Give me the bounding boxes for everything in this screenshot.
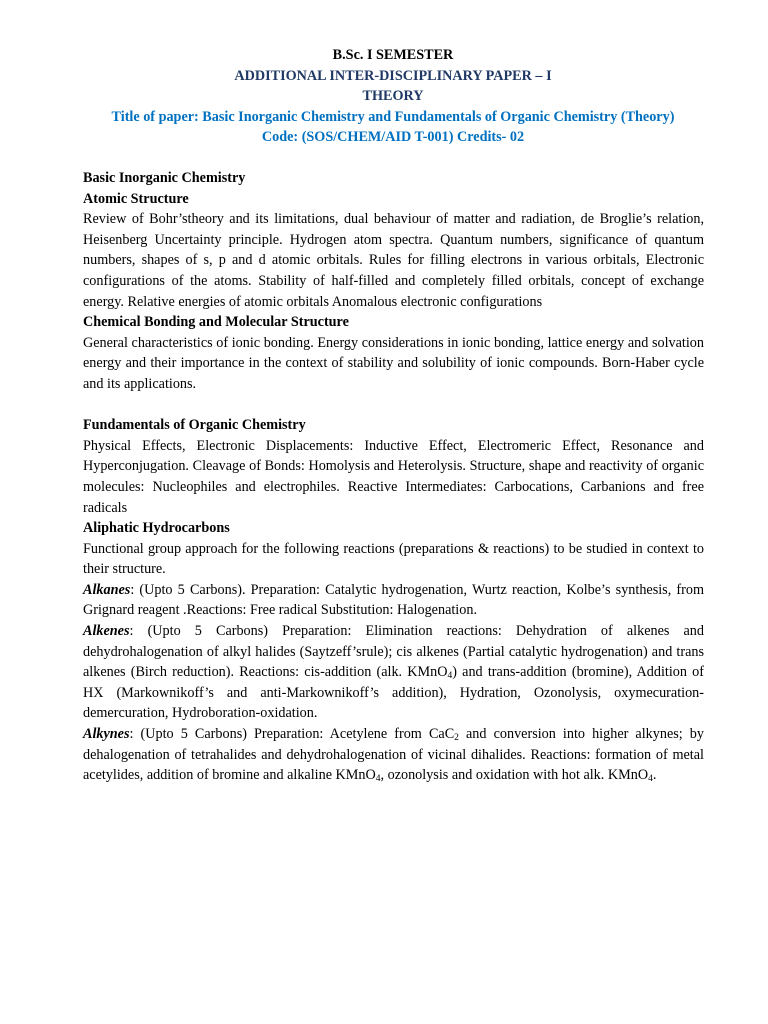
alkynes-text-3: , ozonolysis and oxidation with hot alk. KMnO — [380, 767, 649, 784]
alkenes-text-2: ) and trans-addition (bromine), Addition of HX (Markownikoff’s and anti-Markownikoff’s addition), Hydration, Ozonolysis, oxymecuration-demercuration, Hydroboration-oxidation. — [83, 664, 704, 722]
theory-heading: THEORY — [362, 88, 424, 105]
alkynes-text-2: and conversion into higher alkynes; by dehalogenation of tetrahalides and dehydrohalogenation of vicinal dihalides. Reactions: formation of metal acetylides, addition of bromine and alkaline KMnO — [83, 726, 704, 784]
atomic-structure-heading: Atomic Structure — [83, 190, 189, 207]
alkynes-subscript-1: 2 — [454, 733, 459, 744]
alkynes-text-1: : (Upto 5 Carbons) Preparation: Acetylene from CaC — [129, 726, 455, 743]
syllabus-header — [0, 45, 768, 148]
alkynes-subscript-3: 4 — [648, 774, 653, 785]
paper-title: Title of paper: Basic Inorganic Chemistry and Fundamentals of Organic Chemistry (Theory) — [111, 108, 675, 125]
fundamentals-text: Physical Effects, Electronic Displacements: Inductive Effect, Electromeric Effect, Resonance and Hyperconjugation. Cleavage of Bonds: Homolysis and Heterolysis. Structure, shape and reactivity of organic molecules: Nucleophiles and electrophiles. Reactive Intermediates: Carbocations, Carbanions and free radicals — [83, 437, 704, 516]
alkynes-term: Alkynes — [83, 726, 130, 743]
bonding-text: General characteristics of ionic bonding. Energy considerations in ionic bonding, lattice energy and solvation energy and their importance in the context of stability and solubility of ionic compounds. Born-Haber cycle and its applications. — [83, 334, 704, 392]
alkynes-subscript-2: 4 — [375, 774, 381, 785]
alkenes-term: Alkenes — [83, 623, 130, 640]
section-basic-inorganic-heading: Basic Inorganic Chemistry — [83, 170, 246, 186]
alkenes-text-1: : (Upto 5 Carbons) Preparation: Elimination reactions: Dehydration of alkenes and dehydrohalogenation of alkyl halides (Saytzeff’srule); cis alkenes (Partial catalytic hydrogenation) and trans alkenes (Birch reduction). Reactions: cis-addition (alk. KMnO — [83, 623, 704, 681]
alkynes-text-4: . — [652, 767, 657, 784]
alkanes-paragraph — [83, 580, 704, 621]
syllabus-body — [83, 168, 704, 786]
alkenes-paragraph — [83, 621, 704, 724]
section-spacer — [83, 395, 704, 416]
fundamentals-heading: Fundamentals of Organic Chemistry — [83, 417, 306, 434]
atomic-structure-text: Review of Bohr’stheory and its limitations, dual behaviour of matter and radiation, de Broglie’s relation, Heisenberg Uncertainty principle. Hydrogen atom spectra. Quantum numbers, significance of quantum numbers, shapes of s, p and d atomic orbitals. Rules for filling electrons in various orbitals, Electronic configurations of the atoms. Stability of half-filled and completely filled orbitals, concept of exchange energy. Relative energies of atomic orbitals Anomalous electronic configurations — [83, 211, 704, 310]
alkynes-paragraph — [83, 724, 704, 786]
alkenes-subscript-1: 4 — [447, 671, 453, 682]
aliphatic-text: Functional group approach for the following reactions (preparations & reactions) to be studied in context to their structure. — [83, 540, 704, 578]
paper-heading: ADDITIONAL INTER-DISCIPLINARY PAPER – I — [234, 67, 552, 84]
bonding-heading: Chemical Bonding and Molecular Structure — [83, 314, 349, 331]
paper-code: Code: (SOS/CHEM/AID T-001) Credits- 02 — [261, 129, 525, 146]
alkanes-text: : (Upto 5 Carbons). Preparation: Catalytic hydrogenation, Wurtz reaction, Kolbe’s synthesis, from Grignard reagent .Reactions: Free radical Substitution: Halogenation. — [83, 581, 704, 619]
alkanes-term: Alkanes — [83, 581, 131, 598]
aliphatic-heading: Aliphatic Hydrocarbons — [83, 520, 230, 537]
semester-heading: B.Sc. I SEMESTER — [332, 47, 454, 63]
